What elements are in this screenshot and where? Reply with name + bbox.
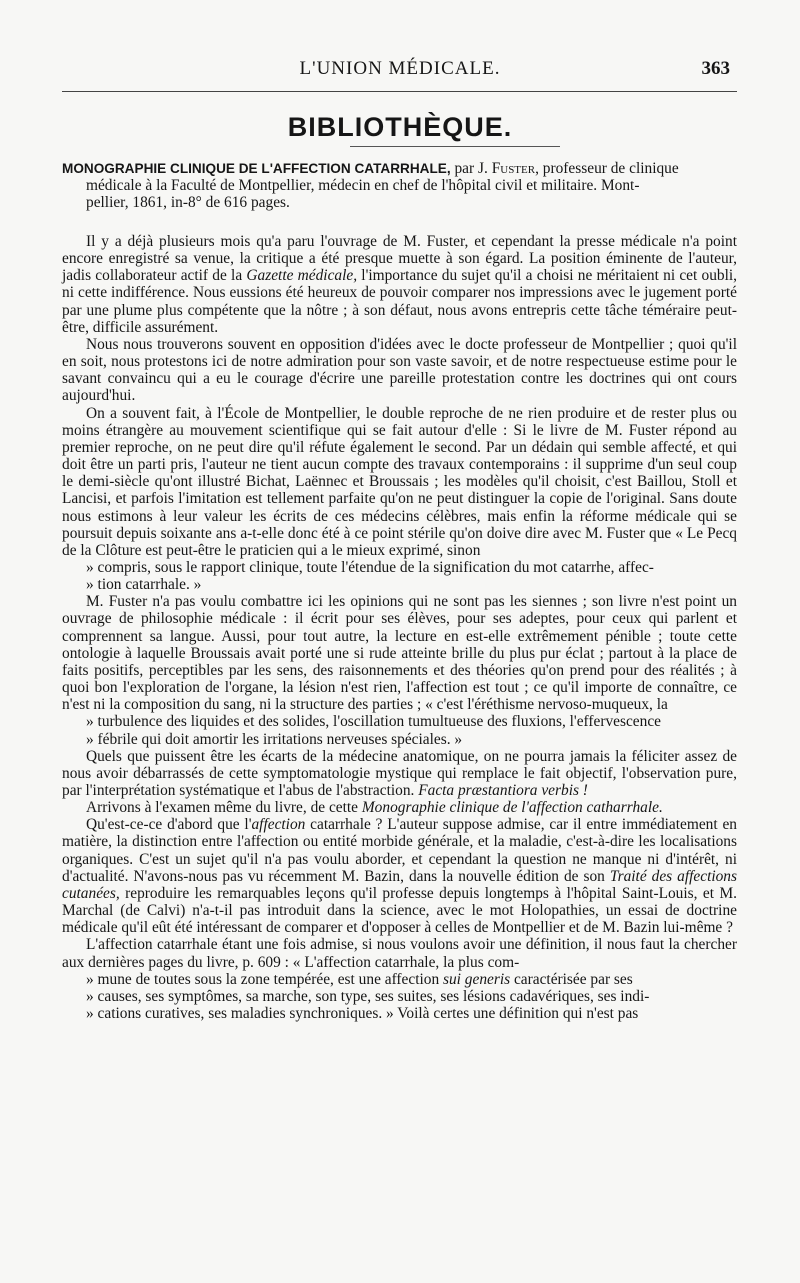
- italic-text: Gazette médicale,: [246, 267, 358, 285]
- paragraph-5: [62, 748, 737, 799]
- book-title: MONOGRAPHIE CLINIQUE DE L'AFFECTION CATARRHALE,: [62, 161, 451, 176]
- italic-text: Monographie clinique de l'affection catharrhale.: [361, 799, 663, 817]
- quote-line: » cations curatives, ses maladies synchroniques. » Voilà certes une définition qui n'est pas: [86, 1005, 639, 1023]
- book-author: Fuster: [491, 160, 536, 177]
- paragraph-text: l'importance du sujet qu'il a choisi ne méritaient ni cet oubli, ni cette indifférence. Nous eussions été heureux de pouvoir comparer nos impressions avec le jugement porté par une plume plus compétente que la nôtre ; à son défaut, nous avons entrepris cette tâche téméraire peut-être, difficile assurément.: [62, 267, 737, 336]
- italic-text: Facta præstantiora verbis !: [418, 782, 588, 799]
- section-title: BIBLIOTHÈQUE.: [287, 112, 513, 142]
- running-title: L'UNION MÉDICALE.: [299, 58, 501, 79]
- book-ref-line2: médicale à la Faculté de Montpellier, médecin en chef de l'hôpital civil et militaire. Mont-: [86, 177, 640, 195]
- paragraph-text: Nous nous trouverons souvent en opposition d'idées avec le docte professeur de Montpellier ; quoi qu'il en soit, nous protestons ici de notre admiration pour son vaste savoir, et de notre respectueuse estime pour le savant convaincu qui a eu le courage d'écrire une pareille protestation contre les doctrines qui ont cours aujourd'hui.: [62, 335, 737, 405]
- book-ref-line3: pellier, 1861, in-8° de 616 pages.: [86, 194, 290, 212]
- paragraph-text: On a souvent fait, à l'École de Montpellier, le double reproche de ne rien produire et de rester plus ou moins étrangère au mouvement scientifique qui se fait autour d'elle : Si le livre de M. Fuster répond au premier reproche, on ne peut dire qu'il réfute également le second. Par un dédain qui semble affecté, et qui doit être un parti pris, l'auteur ne tient aucun compte des travaux contemporains : il supprime d'un seul coup le demi-siècle qu'ont illustré Bichat, Laënnec et Broussais ; les modèles qu'il choisit, c'est Baillou, Stoll et Lancisi, et parfois l'imitation est tellement parfaite qu'on ne peut distinguer la copie de l'original. Sans doute nous estimons à leur valeur les écrits de ces médecins célèbres, mais enfin la réforme médicale qui se poursuit depuis soixante ans a-t-elle donc été à ce point stérile qu'on doive dire avec M. Fuster que « Le Pecq de la Clôture est peut-être le praticien qui a le mieux exprimé, sinon: [62, 404, 737, 559]
- paragraph-text: catarrhale ? L'auteur suppose admise, car il entre immédiatement en matière, la distinction entre l'affection ou entité morbide générale, et la maladie, c'est-à-dire les localisations organiques. C'est un sujet qu'il n'a pas voulu aborder, et cependant la question ne manque ni d'intérêt, ni d'actualité. N'avons-nous pas vu récemment M. Bazin, dans la nouvelle édition de son: [62, 816, 737, 885]
- quote-line: » tion catarrhale. »: [86, 576, 202, 594]
- paragraph-3: [62, 405, 737, 594]
- paragraph-text: Arrivons à l'examen même du livre, de cette: [86, 799, 362, 817]
- quote-text: caractérisée par ses: [510, 970, 633, 988]
- book-by: par J.: [450, 160, 492, 177]
- quote-line: » turbulence des liquides et des solides, l'oscillation tumultueuse des fluxions, l'effervescence: [86, 713, 661, 731]
- paragraph-text: L'affection catarrhale étant une fois admise, si nous voulons avoir une définition, il nous faut la chercher aux dernières pages du livre, p. 609 : « L'affection catarrhale, la plus com-: [62, 936, 737, 971]
- paragraph-7: [62, 816, 737, 936]
- paragraph-6: [62, 799, 737, 816]
- paragraph-text: Quels que puissent être les écarts de la médecine anatomique, on ne pourra jamais la féliciter assez de nous avoir débarrassés de cette symptomatologie mystique qui remplace le fait objectif, l'observation pure, par l'interprétation systématique et l'abus de l'abstraction.: [62, 747, 737, 799]
- paragraph-8: [62, 936, 737, 1022]
- italic-text: Traité des affections cutanées,: [62, 867, 737, 902]
- page-number: 363: [701, 58, 730, 79]
- paragraph-text: M. Fuster n'a pas voulu combattre ici les opinions qui ne sont pas les siennes ; son livre n'est point un ouvrage de philosophie médicale : il écrit pour ses élèves, pour ses adeptes, pour ceux qui parlent et comprennent sa langue. Aussi, pour tout autre, la lecture en est-elle extrêmement pénible ; toute cette ontologie à laquelle Broussais avait porté une si rude atteinte brille du plus pur éclat ; partout à la place de faits positifs, perceptibles par les sens, des raisonnements et des théories qu'on prend pour des réalités ; à quoi bon l'exploration de l'organe, la lésion n'est rien, l'affection est tout ; ce qu'il importe de connaître, ce n'est ni la composition du sang, ni la structure des parties ; « c'est l'éréthisme nervoso-muqueux, la: [62, 593, 737, 714]
- paragraph-4: [62, 593, 737, 747]
- italic-text: affection: [251, 816, 306, 834]
- quote-line: » fébrile qui doit amortir les irritations nerveuses spéciales. »: [86, 730, 463, 748]
- quote-line: » causes, ses symptômes, sa marche, son type, ses suites, ses lésions cadavériques, ses indi-: [86, 987, 650, 1005]
- book-reference: [62, 160, 737, 211]
- title-rule: [350, 146, 560, 147]
- paragraph-2: [62, 336, 737, 405]
- paragraph-text: Qu'est-ce-ce d'abord que l': [86, 816, 252, 834]
- paragraph-text: Il y a déjà plusieurs mois qu'a paru l'ouvrage de M. Fuster, et cependant la presse médicale n'a point encore enregistré sa venue, la critique a été presque muette à son égard. La position éminente de l'auteur, jadis collaborateur actif de la: [62, 233, 737, 285]
- quote-line: [62, 971, 737, 988]
- italic-text: sui generis: [443, 970, 511, 988]
- paragraph-text: reproduire les remarquables leçons qu'il professe depuis longtemps à l'hôpital Saint-Louis, et M. Marchal (de Calvi) n'a-t-il pas introduit dans la science, avec le mot Holopathies, un essai de doctrine médicale qu'il eût été intéressant de comparer et d'opposer à celles de Montpellier et de M. Bazin lui-même ?: [62, 884, 737, 937]
- quote-line: » compris, sous le rapport clinique, toute l'étendue de la signification du mot catarrhe, affec-: [86, 558, 654, 576]
- page-header: [62, 58, 738, 88]
- article-body: [62, 233, 737, 1022]
- header-rule: [62, 91, 737, 92]
- paragraph-1: [62, 233, 737, 336]
- book-ref-line1-rest: , professeur de clinique: [535, 160, 679, 177]
- quote-text: » mune de toutes sous la zone tempérée, est une affection: [86, 970, 443, 988]
